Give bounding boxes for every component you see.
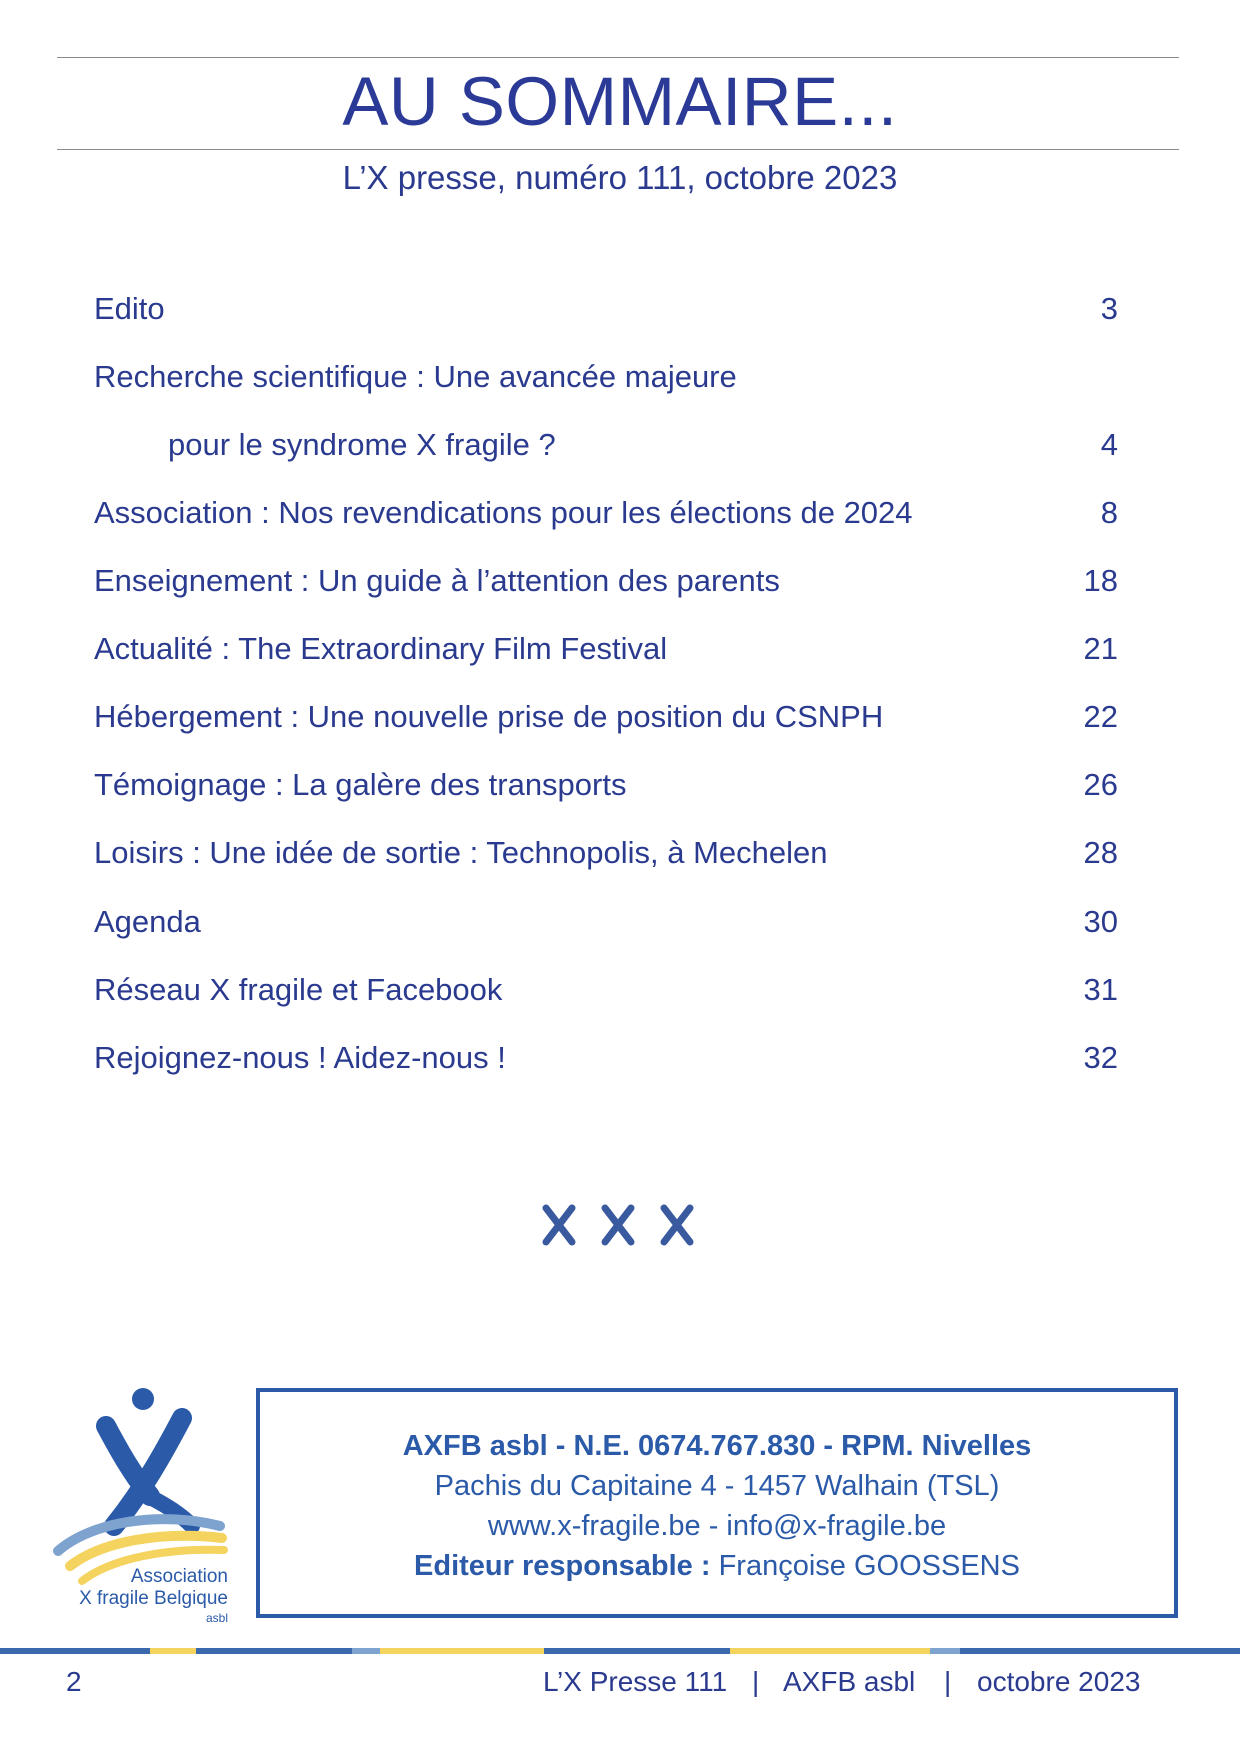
footer-date: octobre 2023 [977,1666,1141,1697]
toc-entry[interactable] [94,561,1118,601]
info-web-email-line[interactable]: www.x-fragile.be - info@x-fragile.be [487,1510,947,1542]
association-logo [52,1386,242,1626]
toc-entry-title: Enseignement : Un guide à l’attention des parents [94,563,780,598]
toc-entry-page: 26 [1083,767,1118,802]
toc-entry-title: Actualité : The Extraordinary Film Festival [94,631,668,666]
publisher-info-box [256,1388,1178,1618]
logo-text-line3: asbl [205,1611,228,1625]
editor-label: Editeur responsable : [414,1550,711,1582]
toc-entry[interactable] [94,697,1118,737]
toc-entry[interactable] [94,1038,1118,1078]
toc-entry[interactable] [94,833,1118,873]
toc-entry-title: Témoignage : La galère des transports [94,767,627,802]
toc-entry-page: 30 [1083,904,1118,939]
toc-entry-title: Rejoignez-nous ! Aidez-nous ! [94,1040,506,1075]
top-rule [57,57,1179,58]
info-editor-line [260,1548,1174,1584]
toc-entry-page: 3 [1100,291,1118,326]
footer-divider: | [752,1666,760,1697]
issue-subtitle: L’X presse, numéro 111, octobre 2023 [342,159,898,196]
toc-entry-title: Recherche scientifique : Une avancée majeure [94,359,737,394]
toc-entry[interactable] [94,289,1118,329]
page-title: AU SOMMAIRE... [342,63,898,140]
toc-entry-continuation[interactable] [94,425,1118,465]
page-number: 2 [66,1666,82,1697]
toc-entry[interactable] [94,902,1118,942]
toc-entry-page: 31 [1083,972,1118,1007]
toc-entry-page: 22 [1083,699,1118,734]
xxx-icon [538,1198,702,1252]
logo-figure-icon [106,1388,192,1526]
toc-entry-page: 21 [1083,631,1118,666]
toc-entry-title: Edito [94,291,165,326]
toc-entry[interactable] [94,493,1118,533]
footer-org: AXFB asbl [783,1666,916,1697]
toc-entry-title: Réseau X fragile et Facebook [94,972,503,1007]
toc-entry-title: Loisirs : Une idée de sortie : Technopolis, à Mechelen [94,835,828,870]
toc-entry[interactable] [94,970,1118,1010]
toc-entry-page: 28 [1083,835,1118,870]
toc-entry-page: 4 [1100,427,1118,462]
toc-entry-page: 32 [1083,1040,1118,1075]
toc-entry-title: Association : Nos revendications pour les élections de 2024 [94,495,913,530]
footer-divider: | [944,1666,952,1697]
footer-color-bar [0,1648,1240,1654]
toc-entry[interactable] [94,357,1118,397]
toc-entry[interactable] [94,765,1118,805]
toc-entry-page: 8 [1100,495,1118,530]
logo-text-line1: Association [130,1566,228,1587]
toc-entry-title: Agenda [94,904,201,939]
toc-entry-title: pour le syndrome X fragile ? [168,427,556,462]
info-address-line: Pachis du Capitaine 4 - 1457 Walhain (TSL) [434,1470,1000,1502]
logo-text-line2: X fragile Belgique [79,1588,228,1609]
toc-entry-title: Hébergement : Une nouvelle prise de position du CSNPH [94,699,884,734]
toc-entry-page: 18 [1083,563,1118,598]
toc-entry[interactable] [94,629,1118,669]
info-org-line: AXFB asbl - N.E. 0674.767.830 - RPM. Nivelles [402,1430,1032,1462]
footer-publication: L’X Presse 111 [543,1666,728,1697]
title-underline [57,149,1179,150]
editor-name: Françoise GOOSSENS [710,1550,1020,1582]
